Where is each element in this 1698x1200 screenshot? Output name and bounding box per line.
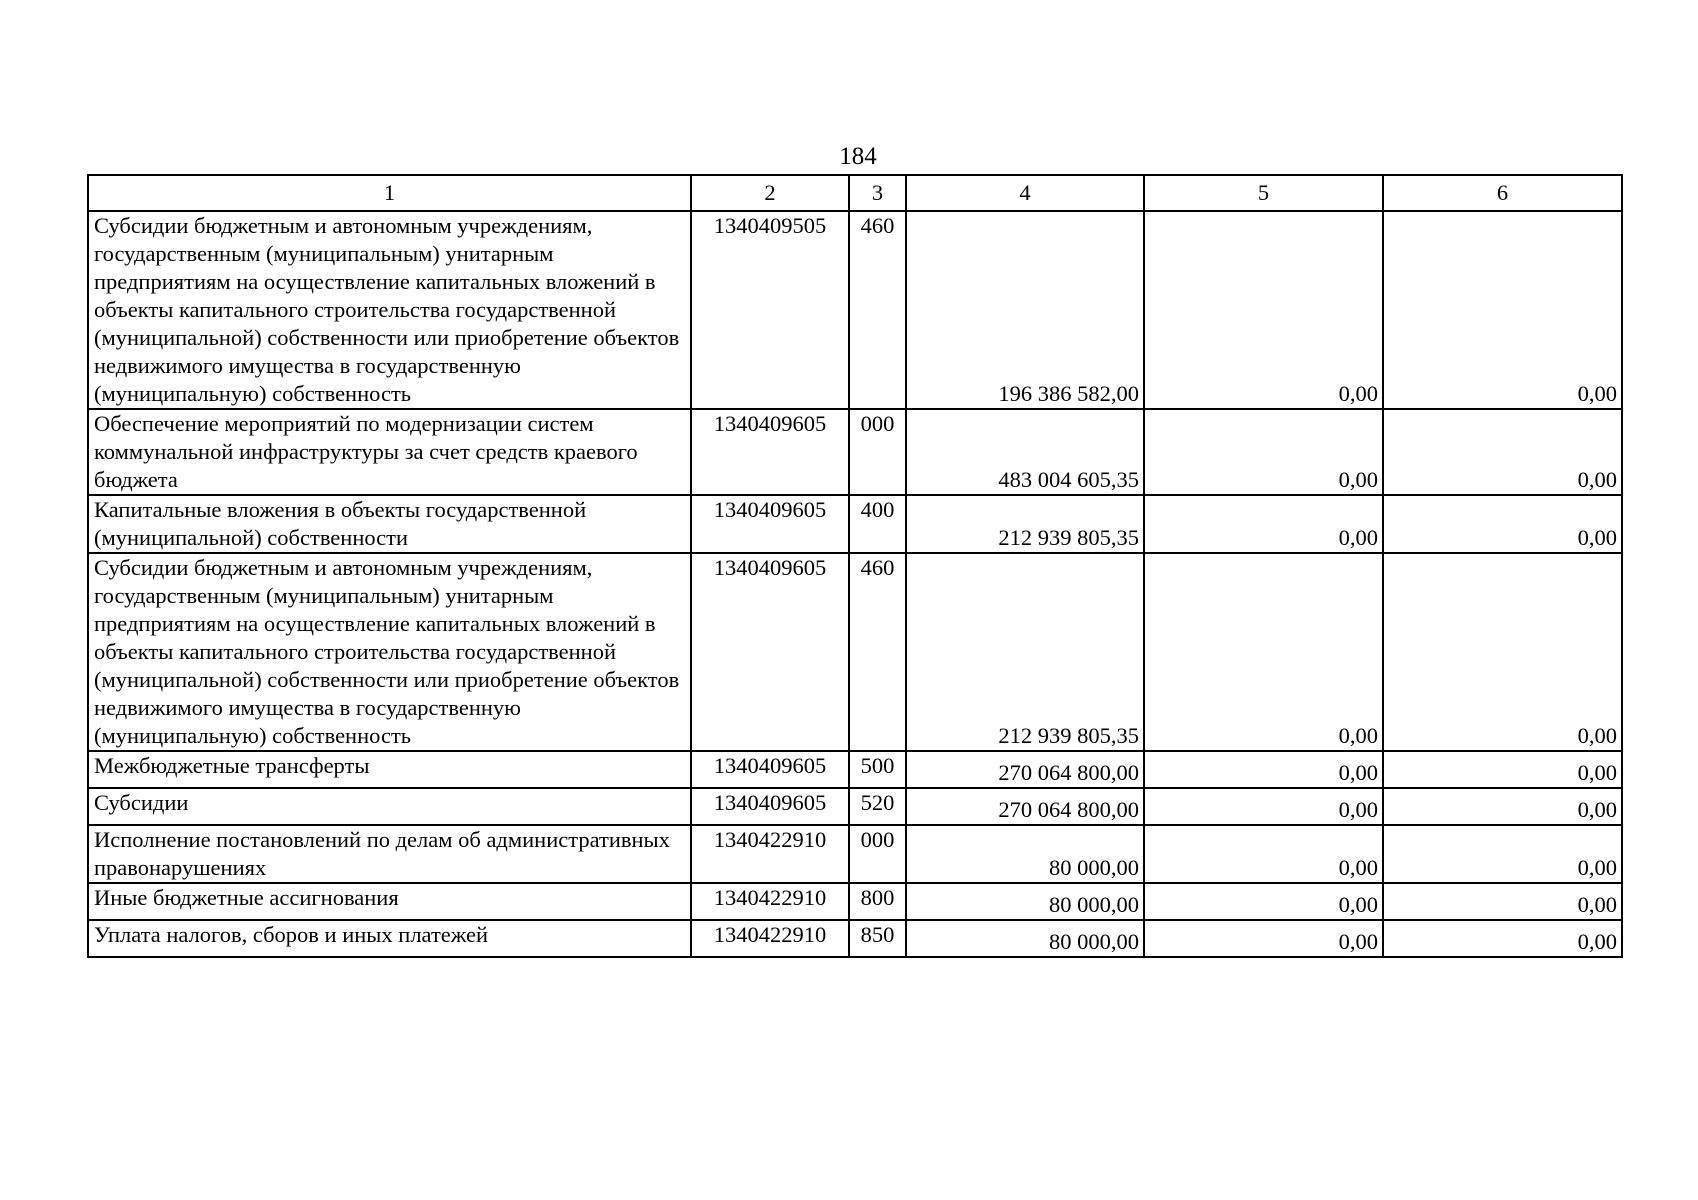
amount-col6-cell: 0,00	[1383, 788, 1622, 825]
amount-col5-cell: 0,00	[1144, 883, 1383, 920]
amount-col6-cell: 0,00	[1383, 495, 1622, 553]
table-row	[88, 553, 1622, 751]
expense-type-cell: 000	[849, 409, 906, 495]
expense-type-cell: 800	[849, 883, 906, 920]
table-header-row	[88, 175, 1622, 211]
amount-col5-cell: 0,00	[1144, 553, 1383, 751]
table-row	[88, 211, 1622, 409]
expense-type-cell: 850	[849, 920, 906, 957]
target-article-code-cell: 1340422910	[691, 920, 849, 957]
target-article-code-cell: 1340422910	[691, 825, 849, 883]
amount-col4-cell: 80 000,00	[906, 920, 1144, 957]
table-row	[88, 825, 1622, 883]
amount-col6-cell: 0,00	[1383, 883, 1622, 920]
column-header: 4	[906, 175, 1144, 211]
amount-col4-cell: 80 000,00	[906, 883, 1144, 920]
amount-col4-cell: 196 386 582,00	[906, 211, 1144, 409]
amount-col4-cell: 80 000,00	[906, 825, 1144, 883]
expense-name-cell: Субсидии бюджетным и автономным учреждениям, государственным (муниципальным) унитарным предприятиям на осуществление капитальных вложений в объекты капитального строительства государственной (муниципальной) собственности или приобретение объектов недвижимого имущества в государственную (муниципальную) собственность	[88, 211, 691, 409]
amount-col6-cell: 0,00	[1383, 553, 1622, 751]
column-header: 3	[849, 175, 906, 211]
target-article-code-cell: 1340422910	[691, 883, 849, 920]
amount-col5-cell: 0,00	[1144, 495, 1383, 553]
page-number: 184	[839, 143, 877, 170]
table-row	[88, 920, 1622, 957]
expense-type-cell: 400	[849, 495, 906, 553]
expense-name-cell: Межбюджетные трансферты	[88, 751, 691, 788]
expense-type-cell: 520	[849, 788, 906, 825]
column-header: 5	[1144, 175, 1383, 211]
expense-type-cell: 460	[849, 211, 906, 409]
amount-col6-cell: 0,00	[1383, 409, 1622, 495]
expense-type-cell: 500	[849, 751, 906, 788]
table-row	[88, 788, 1622, 825]
target-article-code-cell: 1340409605	[691, 495, 849, 553]
expense-type-cell: 000	[849, 825, 906, 883]
expense-name-cell: Субсидии	[88, 788, 691, 825]
column-header: 2	[691, 175, 849, 211]
amount-col6-cell: 0,00	[1383, 825, 1622, 883]
table-row	[88, 495, 1622, 553]
target-article-code-cell: 1340409605	[691, 553, 849, 751]
amount-col6-cell: 0,00	[1383, 920, 1622, 957]
amount-col5-cell: 0,00	[1144, 211, 1383, 409]
amount-col4-cell: 270 064 800,00	[906, 788, 1144, 825]
amount-col5-cell: 0,00	[1144, 825, 1383, 883]
expense-name-cell: Иные бюджетные ассигнования	[88, 883, 691, 920]
amount-col4-cell: 483 004 605,35	[906, 409, 1144, 495]
expense-name-cell: Уплата налогов, сборов и иных платежей	[88, 920, 691, 957]
table-row	[88, 883, 1622, 920]
target-article-code-cell: 1340409505	[691, 211, 849, 409]
amount-col6-cell: 0,00	[1383, 211, 1622, 409]
amount-col6-cell: 0,00	[1383, 751, 1622, 788]
target-article-code-cell: 1340409605	[691, 788, 849, 825]
amount-col4-cell: 270 064 800,00	[906, 751, 1144, 788]
amount-col5-cell: 0,00	[1144, 409, 1383, 495]
amount-col4-cell: 212 939 805,35	[906, 495, 1144, 553]
budget-table	[87, 174, 1623, 958]
table-row	[88, 409, 1622, 495]
amount-col5-cell: 0,00	[1144, 920, 1383, 957]
expense-type-cell: 460	[849, 553, 906, 751]
expense-name-cell: Субсидии бюджетным и автономным учреждениям, государственным (муниципальным) унитарным предприятиям на осуществление капитальных вложений в объекты капитального строительства государственной (муниципальной) собственности или приобретение объектов недвижимого имущества в государственную (муниципальную) собственность	[88, 553, 691, 751]
table-row	[88, 751, 1622, 788]
expense-name-cell: Исполнение постановлений по делам об административных правонарушениях	[88, 825, 691, 883]
column-header: 6	[1383, 175, 1622, 211]
expense-name-cell: Обеспечение мероприятий по модернизации систем коммунальной инфраструктуры за счет средств краевого бюджета	[88, 409, 691, 495]
target-article-code-cell: 1340409605	[691, 751, 849, 788]
amount-col5-cell: 0,00	[1144, 788, 1383, 825]
column-header: 1	[88, 175, 691, 211]
amount-col5-cell: 0,00	[1144, 751, 1383, 788]
amount-col4-cell: 212 939 805,35	[906, 553, 1144, 751]
expense-name-cell: Капитальные вложения в объекты государственной (муниципальной) собственности	[88, 495, 691, 553]
target-article-code-cell: 1340409605	[691, 409, 849, 495]
